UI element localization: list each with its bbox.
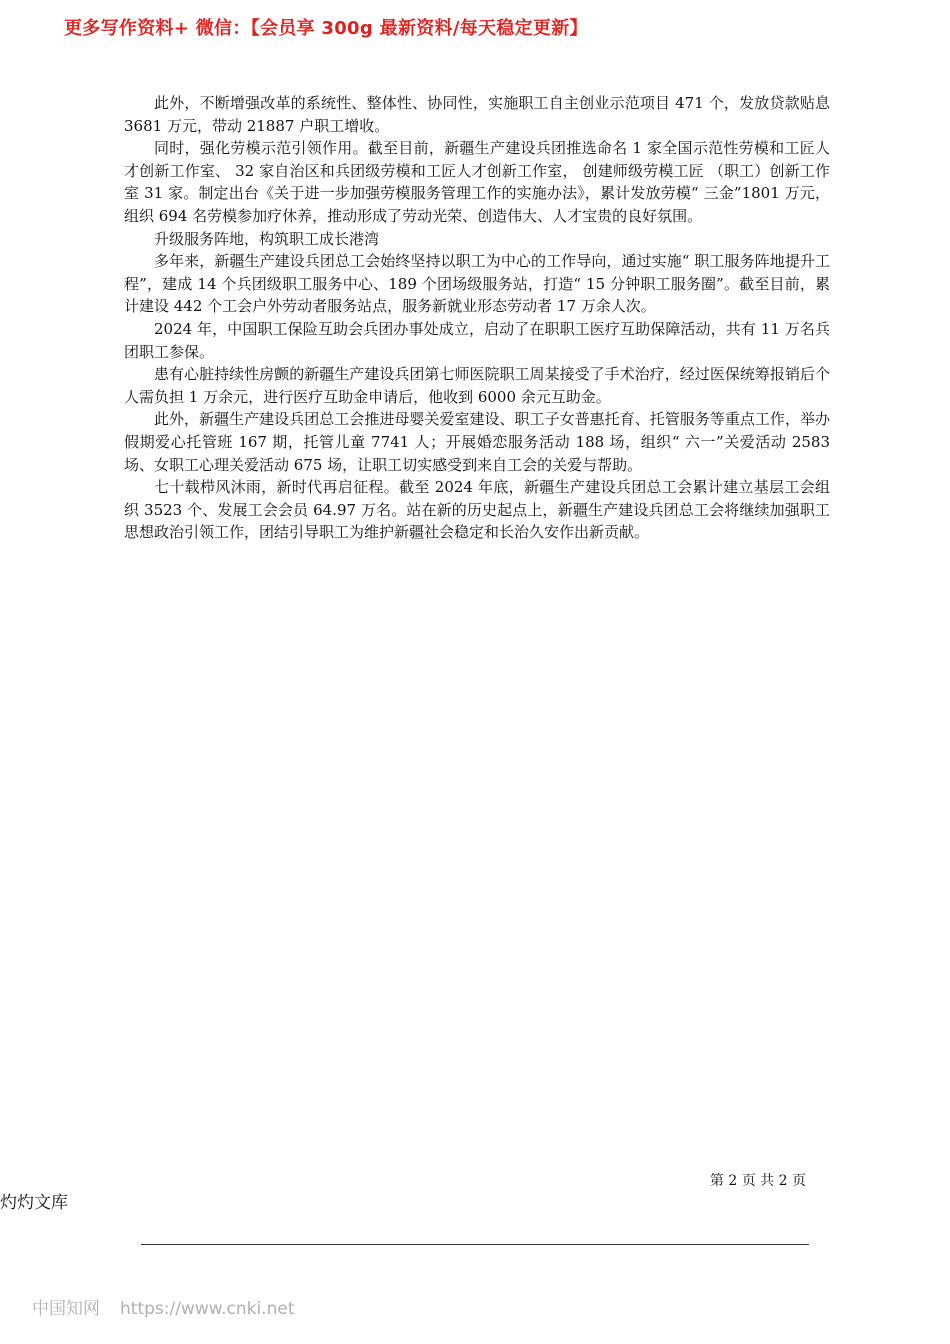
paragraph: 患有心脏持续性房颤的新疆生产建设兵团第七师医院职工周某接受了手术治疗，经过医保统筹报销后个人需负担 1 万余元，进行医疗互助金申请后，他收到 6000 余元互助金。 xyxy=(124,365,830,406)
page-number: 第 2 页 共 2 页 xyxy=(709,1173,806,1189)
paragraph: 此外，新疆生产建设兵团总工会推进母婴关爱室建设、职工子女普惠托育、托管服务等重点工作，举办假期爱心托管班 167 期，托管儿童 7741 人；开展婚恋服务活动 188 场，组织“ 六一”关爱活动 2583 场、女职工心理关爱活动 675 场，让职工切实感受到来自工会的关爱与帮助。 xyxy=(124,410,830,474)
section-heading: 升级服务阵地，构筑职工成长港湾 xyxy=(154,229,380,248)
footer-divider xyxy=(141,1244,809,1245)
paragraph: 多年来，新疆生产建设兵团总工会始终坚持以职工为中心的工作导向，通过实施“ 职工服务阵地提升工程”，建成 14 个兵团级职工服务中心、189 个团场级服务站，打造“ 15 分钟职工服务圈”。截至目前，累计建设 442 个工会户外劳动者服务站点，服务新就业形态劳动者 17 万余人次。 xyxy=(124,252,830,316)
watermark-url: https://www.cnki.net xyxy=(120,1299,295,1319)
paragraph: 七十载栉风沐雨，新时代再启征程。截至 2024 年底，新疆生产建设兵团总工会累计建立基层工会组织 3523 个、发展工会会员 64.97 万名。站在新的历史起点上，新疆生产建设兵团总工会将继续加强职工思想政治引领工作，团结引导职工为维护新疆社会稳定和长治久安作出新贡献。 xyxy=(124,478,830,542)
paragraph: 同时，强化劳模示范引领作用。截至目前，新疆生产建设兵团推选命名 1 家全国示范性劳模和工匠人才创新工作室、 32 家自治区和兵团级劳模和工匠人才创新工作室， 创建师级劳模工匠 （职工）创新工作室 31 家。制定出台《关于进一步加强劳模服务管理工作的实施办法》，累计发放劳模“ 三金”1801 万元，组织 694 名劳模参加疗休养，推动形成了劳动光荣、创造伟大、人才宝贵的良好氛围。 xyxy=(124,139,830,225)
promo-banner: 更多写作资料+ 微信：【会员享 300g 最新资料/每天稳定更新】 xyxy=(64,18,588,39)
watermark xyxy=(32,1294,294,1319)
footer-brand: 灼灼文库 xyxy=(0,1193,68,1213)
paragraph: 此外，不断增强改革的系统性、整体性、协同性，实施职工自主创业示范项目 471 个，发放贷款贴息 3681 万元，带动 21887 户职工增收。 xyxy=(124,94,830,135)
article-body xyxy=(124,92,830,544)
paragraph: 2024 年，中国职工保险互助会兵团办事处成立，启动了在职职工医疗互助保障活动，共有 11 万名兵团职工参保。 xyxy=(124,319,830,361)
watermark-name: 中国知网 xyxy=(32,1299,100,1319)
